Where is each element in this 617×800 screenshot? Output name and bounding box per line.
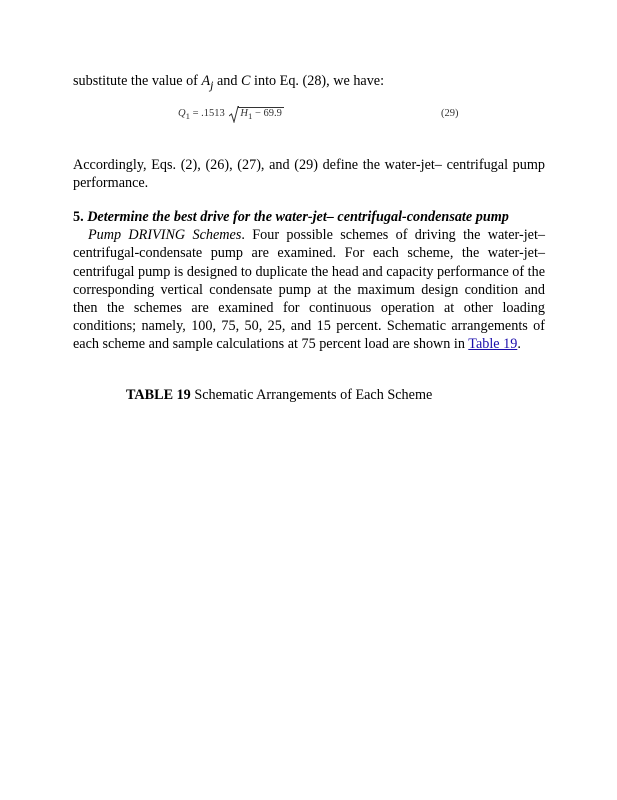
intro-mid: and: [213, 73, 242, 89]
equation-29: [178, 108, 284, 121]
variable-c: C: [241, 73, 251, 89]
subsection-heading: Pump DRIVING Schemes: [88, 227, 242, 244]
table-label: TABLE 19: [126, 387, 191, 403]
section-end: .: [517, 336, 521, 353]
equation-coefficient: = .1513: [189, 108, 225, 119]
radical-sign-icon: [229, 105, 239, 123]
section-number: 5.: [73, 209, 84, 225]
square-root: [229, 108, 284, 121]
table-caption-text: Schematic Arrangements of Each Scheme: [190, 387, 433, 403]
radicand-subscript: 1: [247, 111, 253, 122]
variable-a-subscript: j: [210, 77, 214, 92]
table-19-link[interactable]: Table 19: [468, 336, 518, 353]
equation-number: (29): [441, 108, 459, 119]
table-caption: [126, 387, 432, 404]
equation-lhs-subscript: 1: [185, 111, 190, 122]
intro-prefix: substitute the value of: [73, 73, 202, 89]
radicand: [238, 107, 284, 122]
performance-paragraph: Accordingly, Eqs. (2), (26), (27), and (29) define the water-jet– centrifugal pump performance.: [73, 157, 545, 192]
section-title: Determine the best drive for the water-jet– centrifugal-condensate pump: [87, 209, 509, 225]
intro-suffix: into Eq. (28), we have:: [250, 73, 385, 89]
section-body: . Four possible schemes of driving the water-jet–centrifugal-condensate pump are examined. For each scheme, the water-jet–centrifugal pump is designed to duplicate the head and capacity performance of the corresponding vertical condensate pump at the maximum design condition and then the schemes are examined for continuous operation at other loading conditions; namely, 100, 75, 50, 25, and 15 percent. Schematic arrangements of each scheme and sample calculations at 75 percent load are shown in: [73, 227, 545, 353]
intro-sentence: [73, 72, 545, 94]
equation-lhs: Q: [178, 108, 186, 119]
radicand-variable: H: [240, 108, 248, 119]
variable-a: A: [201, 73, 211, 89]
radicand-rest: − 69.9: [252, 108, 282, 119]
section-5: [73, 208, 545, 354]
